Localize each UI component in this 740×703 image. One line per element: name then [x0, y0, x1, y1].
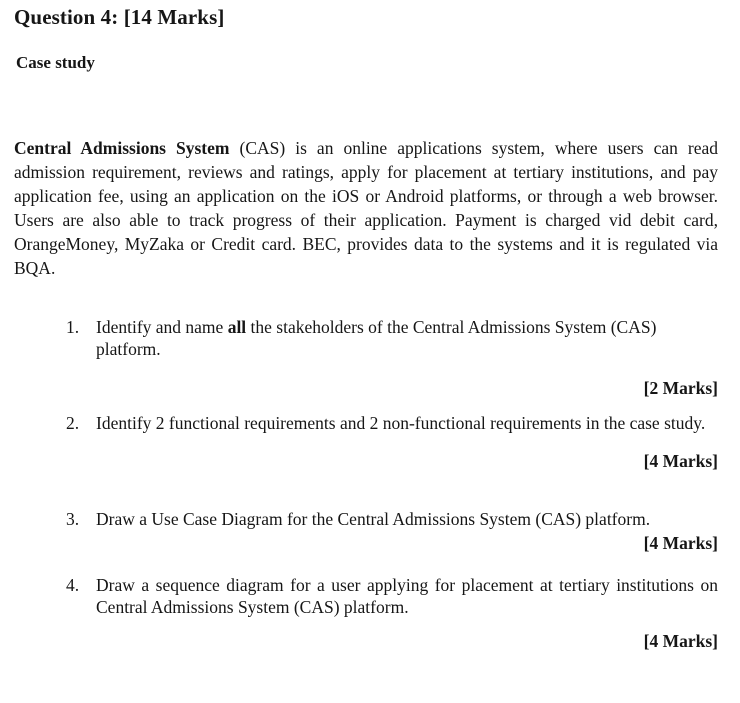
- question-heading: Question 4: [14 Marks]: [14, 5, 225, 29]
- question-marks: [2 Marks]: [643, 378, 718, 398]
- case-study-body: (CAS) is an online applications system, where users can read admission requirement, reviews and ratings, apply for placement at tertiary institutions, and pay application fee, using an application on the iOS or Android platforms, or through a web browser. Users are also able to track progress of their application. Payment is charged vid debit card, OrangeMoney, MyZaka or Credit card. BEC, provides data to the systems and it is regulated via BQA.: [14, 138, 718, 278]
- question-item-2: [66, 412, 718, 472]
- question-number: 1.: [66, 317, 80, 337]
- question-text: Draw a sequence diagram for a user applying for placement at tertiary institutions on Central Admissions System (CAS) platform.: [96, 575, 718, 617]
- question-number: 2.: [66, 413, 80, 433]
- question-text: [96, 316, 718, 360]
- question-number: 3.: [66, 509, 80, 529]
- question-text-part: Identify and name: [96, 317, 228, 337]
- question-number: 4.: [66, 575, 80, 595]
- question-text: Identify 2 functional requirements and 2 non-functional requirements in the case study.: [96, 413, 706, 433]
- question-marks: [4 Marks]: [643, 533, 718, 553]
- question-text-part: the stakeholders of the Central Admissions System (CAS) platform.: [96, 317, 657, 359]
- question-marks: [4 Marks]: [643, 631, 718, 651]
- question-item-3: [66, 508, 718, 554]
- case-study-term: Central Admissions System: [14, 138, 230, 158]
- case-study-subheading: Case study: [16, 53, 95, 72]
- question-text-emphasis: all: [227, 317, 247, 337]
- question-text: Draw a Use Case Diagram for the Central Admissions System (CAS) platform.: [96, 509, 651, 529]
- question-item-4: [66, 574, 718, 652]
- question-marks: [4 Marks]: [643, 451, 718, 471]
- question-item-1: [66, 316, 718, 399]
